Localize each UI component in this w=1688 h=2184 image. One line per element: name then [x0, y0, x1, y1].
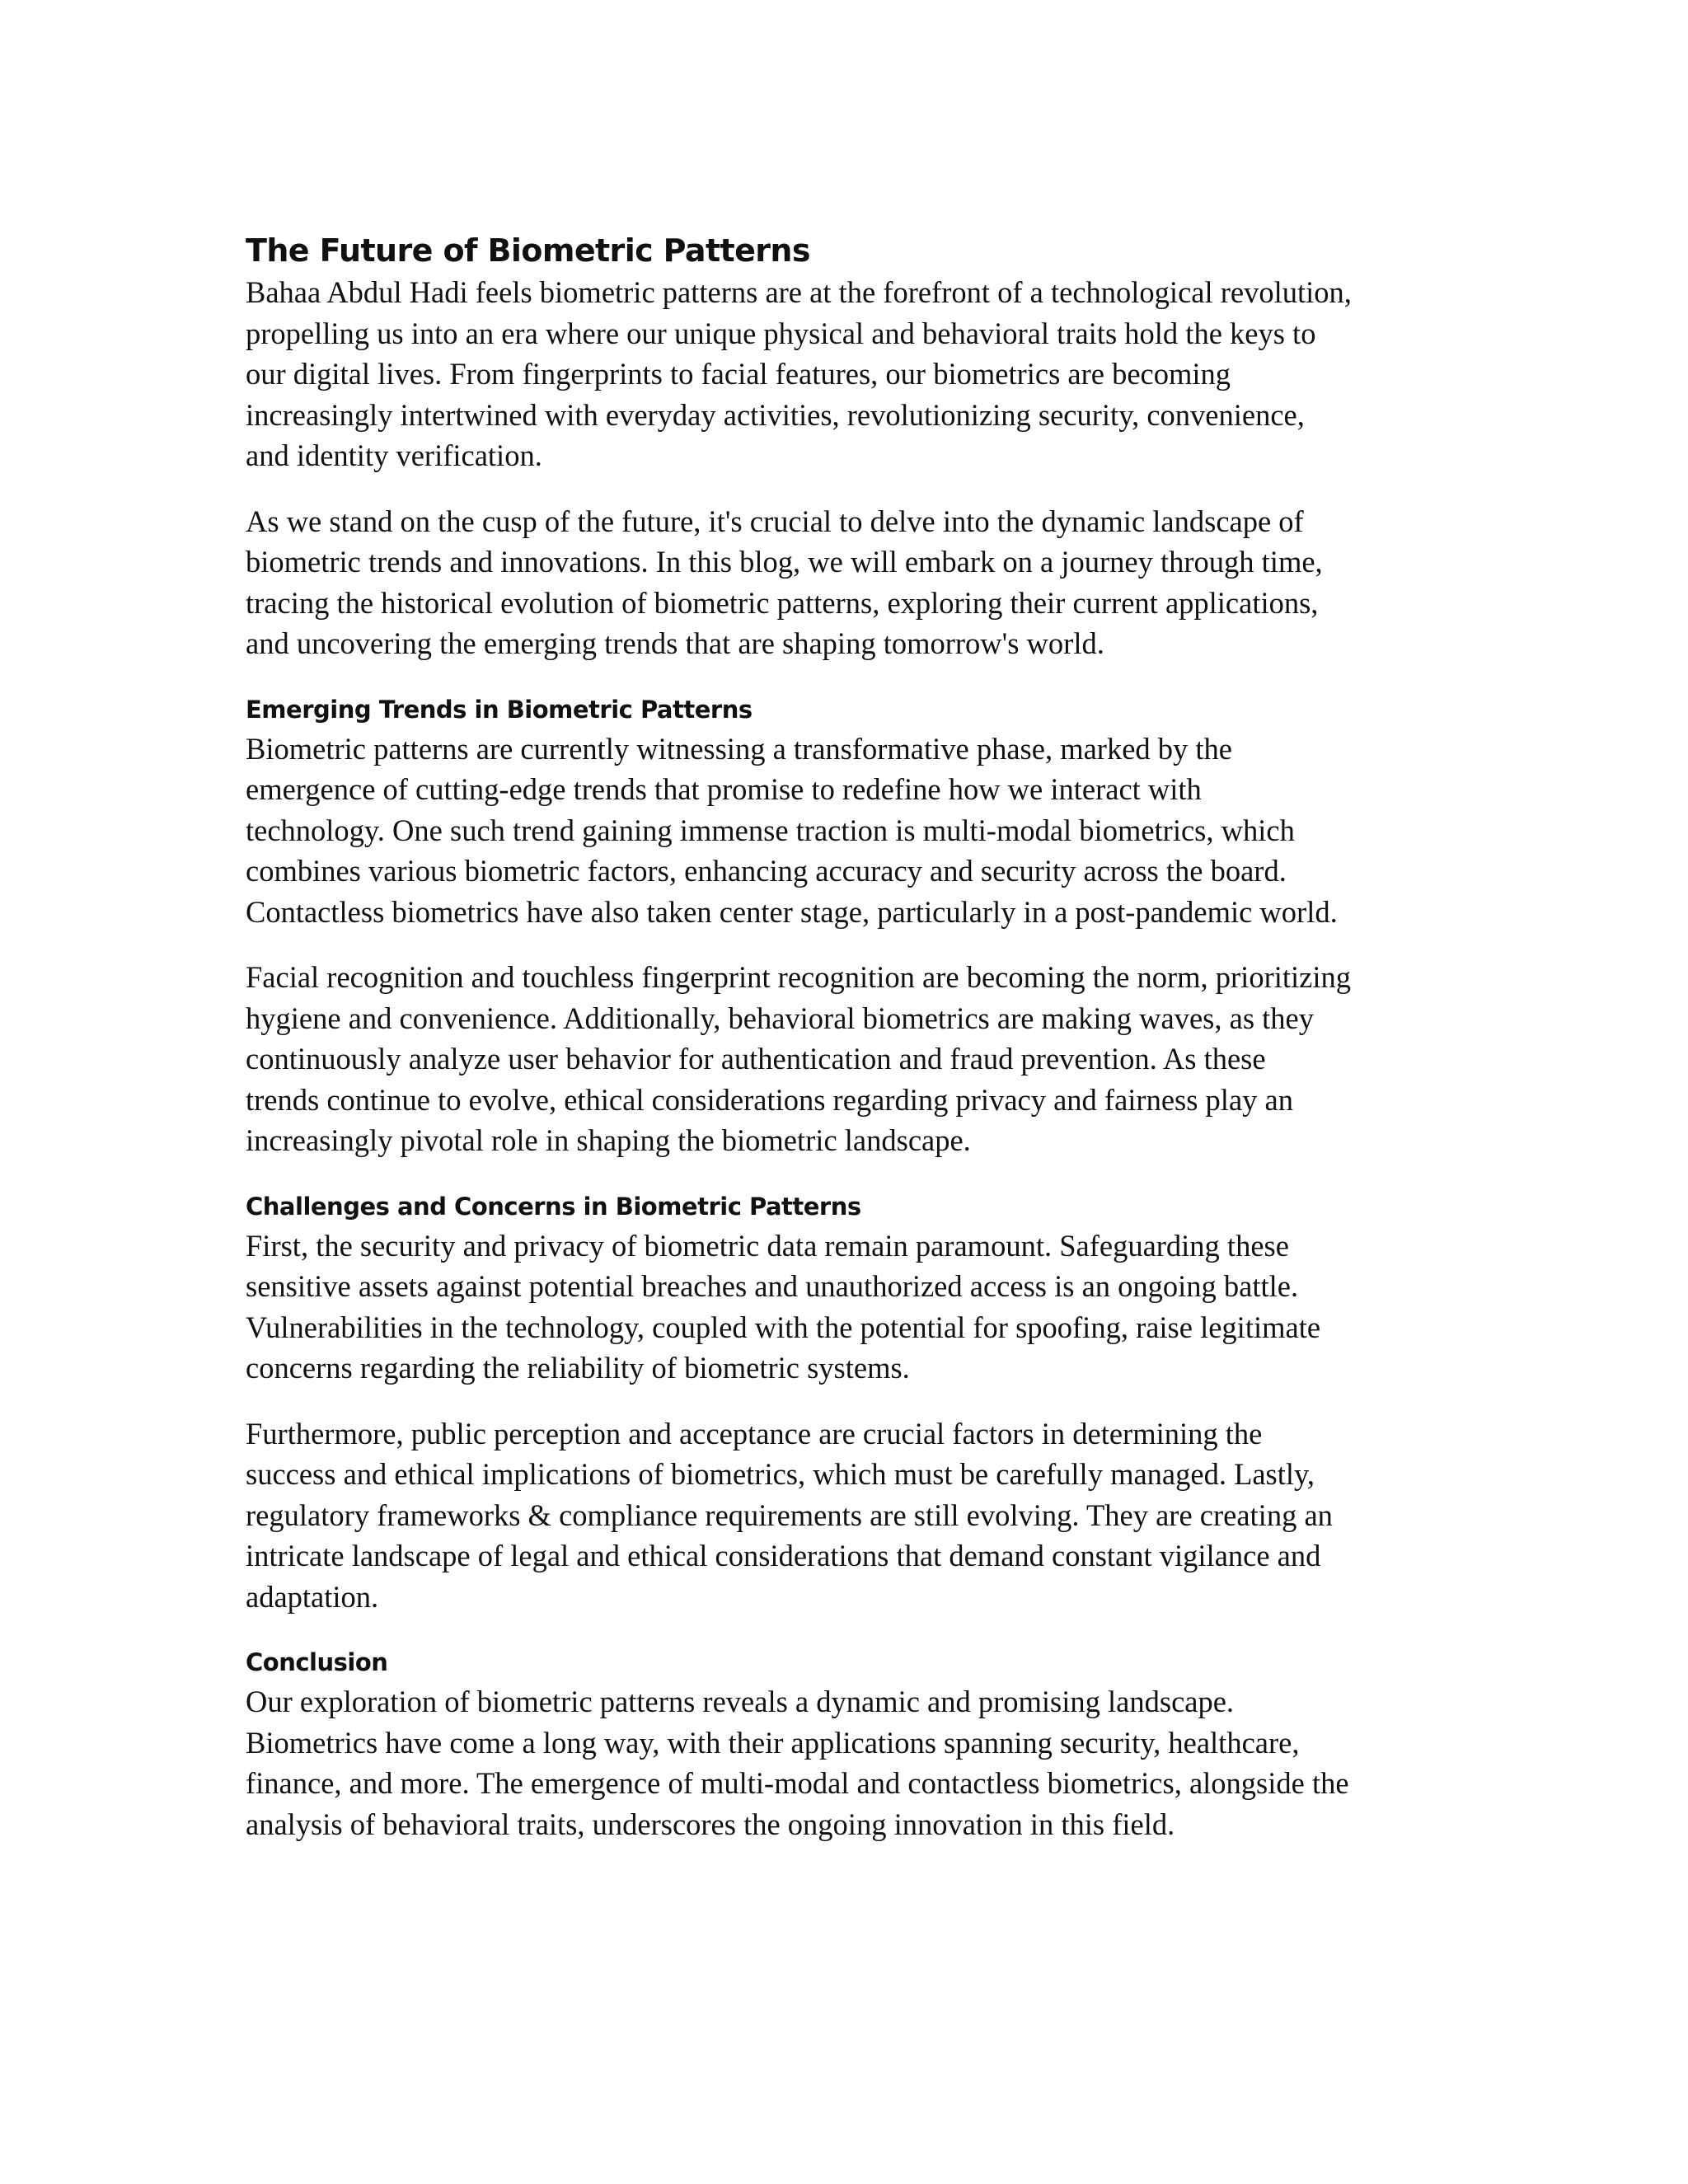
- text-line: increasingly intertwined with everyday activities, revolutionizing security, convenience,: [246, 397, 1305, 432]
- section-heading: Challenges and Concerns in Biometric Patterns: [246, 1192, 861, 1221]
- text-line: concerns regarding the reliability of biometric systems.: [246, 1351, 910, 1385]
- section-paragraph: [246, 957, 1441, 1161]
- text-line: trends continue to evolve, ethical considerations regarding privacy and fairness play an: [246, 1082, 1293, 1117]
- text-line: sensitive assets against potential breaches and unauthorized access is an ongoing battle.: [246, 1269, 1299, 1303]
- document-title: The Future of Biometric Patterns: [246, 232, 810, 269]
- text-line: combines various biometric factors, enhancing accuracy and security across the board.: [246, 854, 1287, 888]
- text-line: and identity verification.: [246, 438, 542, 472]
- section-paragraph: [246, 1413, 1441, 1618]
- text-line: adaptation.: [246, 1579, 379, 1614]
- text-line: Furthermore, public perception and acceptance are crucial factors in determining the: [246, 1416, 1263, 1451]
- text-line: Facial recognition and touchless fingerprint recognition are becoming the norm, prioritizing: [246, 960, 1351, 994]
- section-paragraph: [246, 1226, 1441, 1389]
- text-line: continuously analyze user behavior for authentication and fraud prevention. As these: [246, 1042, 1266, 1076]
- text-line: Contactless biometrics have also taken center stage, particularly in a post-pandemic world.: [246, 894, 1338, 929]
- text-line: Vulnerabilities in the technology, coupled with the potential for spoofing, raise legitimate: [246, 1310, 1321, 1344]
- intro-paragraph-2: [246, 501, 1441, 664]
- intro-section: [246, 272, 1441, 664]
- text-line: and uncovering the emerging trends that are shaping tomorrow's world.: [246, 626, 1104, 660]
- text-line: First, the security and privacy of biometric data remain paramount. Safeguarding these: [246, 1228, 1289, 1263]
- text-line: success and ethical implications of biometrics, which must be carefully managed. Lastly,: [246, 1457, 1315, 1491]
- document-page: [246, 232, 1441, 1869]
- section-emerging-trends: [246, 694, 1441, 1161]
- section-conclusion: [246, 1647, 1441, 1844]
- text-line: Biometrics have come a long way, with their applications spanning security, healthcare,: [246, 1725, 1300, 1760]
- text-line: emergence of cutting-edge trends that promise to redefine how we interact with: [246, 772, 1202, 806]
- text-line: tracing the historical evolution of biometric patterns, exploring their current applications,: [246, 585, 1319, 620]
- text-line: our digital lives. From fingerprints to facial features, our biometrics are becoming: [246, 357, 1231, 391]
- text-line: Our exploration of biometric patterns reveals a dynamic and promising landscape.: [246, 1685, 1235, 1718]
- text-line: regulatory frameworks & compliance requirements are still evolving. They are creating an: [246, 1497, 1333, 1532]
- section-heading: Conclusion: [246, 1648, 388, 1676]
- text-line: increasingly pivotal role in shaping the biometric landscape.: [246, 1123, 971, 1157]
- text-line: finance, and more. The emergence of multi-modal and contactless biometrics, alongside the: [246, 1766, 1349, 1800]
- text-line: propelling us into an era where our unique physical and behavioral traits hold the keys to: [246, 316, 1316, 350]
- text-line: Bahaa Abdul Hadi feels biometric patterns are at the forefront of a technological revolution,: [246, 275, 1352, 309]
- section-heading: Emerging Trends in Biometric Patterns: [246, 695, 753, 724]
- text-line: hygiene and convenience. Additionally, behavioral biometrics are making waves, as they: [246, 1001, 1314, 1035]
- intro-paragraph-1: [246, 272, 1441, 476]
- text-line: intricate landscape of legal and ethical considerations that demand constant vigilance and: [246, 1539, 1321, 1572]
- section-paragraph: [246, 1681, 1441, 1844]
- section-paragraph: [246, 729, 1441, 933]
- text-line: As we stand on the cusp of the future, it's crucial to delve into the dynamic landscape of: [246, 504, 1304, 538]
- text-line: Biometric patterns are currently witnessing a transformative phase, marked by the: [246, 731, 1232, 766]
- text-line: analysis of behavioral traits, underscores the ongoing innovation in this field.: [246, 1807, 1175, 1841]
- text-line: biometric trends and innovations. In this blog, we will embark on a journey through time,: [246, 545, 1323, 579]
- section-challenges: [246, 1191, 1441, 1618]
- text-line: technology. One such trend gaining immense traction is multi-modal biometrics, which: [246, 813, 1295, 847]
